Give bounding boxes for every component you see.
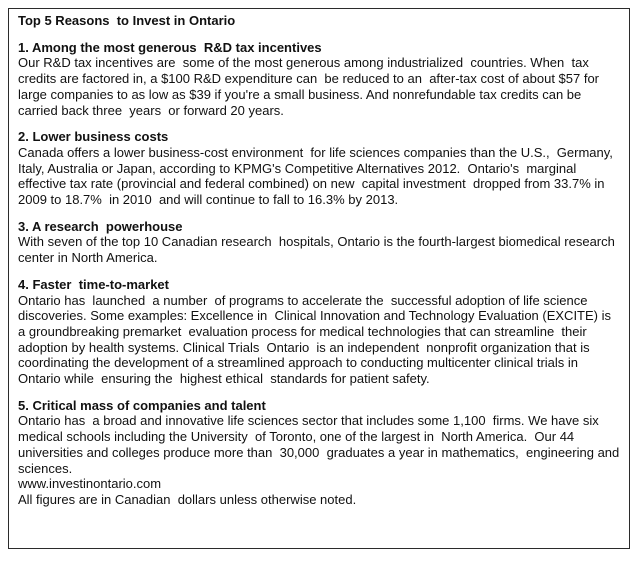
section-1-body: Our R&D tax incentives are some of the most generous among industrialized countries. When tax credits are factored in, a $100 R&D expenditure can be reduced to an after-tax cost of about $57 for large companies to as low as $39 if you're a small business. And nonrefundable tax credits can be carried back three years or forward 20 years. xyxy=(18,55,603,118)
document-title: Top 5 Reasons to Invest in Ontario xyxy=(18,13,236,28)
section-rd-tax-incentives xyxy=(18,40,621,119)
section-4-body: Ontario has launched a number of programs to accelerate the successful adoption of life science discoveries. Some examples: Excellence in Clinical Innovation and Technology Evaluation (EXCITE) is a groundbreaking premarket evaluation process for medical technologies that can streamline their adoption by health systems. Clinical Trials Ontario is an independent nonprofit organization that is coordinating the development of a streamlined approach to conducting multicenter clinical trials in Ontario while ensuring the highest ethical standards for patient safety. xyxy=(18,292,615,387)
website-text: www.investinontario.com xyxy=(18,476,162,492)
section-research-powerhouse xyxy=(18,219,621,266)
section-faster-time-to-market xyxy=(18,277,621,387)
footnote: All figures are in Canadian dollars unless otherwise noted. xyxy=(18,491,357,507)
section-5-body: Ontario has a broad and innovative life sciences sector that includes some 1,100 firms. We have six medical schools including the University of Toronto, one of the largest in North America. Our 44 universities and colleges produce more than 30,000 graduates a year in mathematics, engineering and sciences. xyxy=(18,413,623,476)
section-3-heading: 3. A research powerhouse xyxy=(18,218,183,234)
section-lower-business-costs xyxy=(18,129,621,208)
section-5-heading: 5. Critical mass of companies and talent xyxy=(18,397,266,413)
section-3-body: With seven of the top 10 Canadian research hospitals, Ontario is the fourth-largest biomedical research center in North America. xyxy=(18,234,623,266)
document-frame xyxy=(8,8,630,549)
section-1-heading: 1. Among the most generous R&D tax incentives xyxy=(18,39,322,55)
section-critical-mass xyxy=(18,398,621,477)
section-2-heading: 2. Lower business costs xyxy=(18,129,169,145)
section-2-body: Canada offers a lower business-cost environment for life sciences companies than the U.S., Germany, Italy, Australia or Japan, according to KPMG's Competitive Alternatives 2012. Ontario's marginal effective tax rate (provincial and federal combined) on new capital investment dropped from 33.7% in 2009 to 18.7% in 2010 and will continue to fall to 16.3% by 2013. xyxy=(18,144,617,208)
section-4-heading: 4. Faster time-to-market xyxy=(18,276,169,292)
